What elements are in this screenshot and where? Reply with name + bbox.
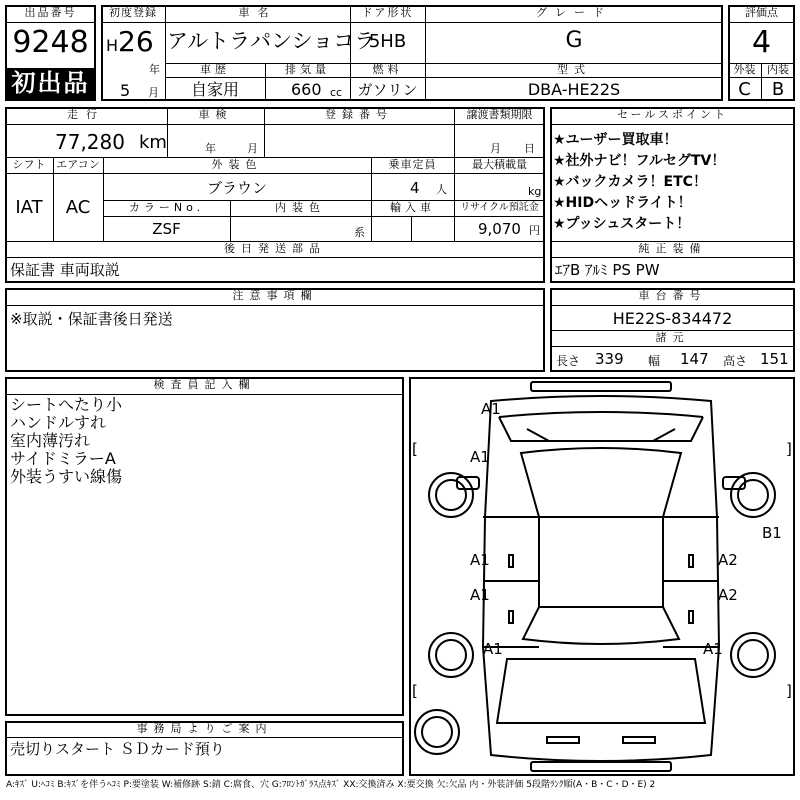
door-value: 5HB (368, 31, 407, 52)
damage-mark: B1 (762, 524, 782, 542)
inspector-label: 検査員記入欄 (153, 378, 256, 391)
model-value: DBA-HE22S (527, 80, 621, 99)
first-reg-month-unit: 月 (148, 86, 159, 99)
max-load-label: 最大積載量 (472, 158, 527, 171)
office-label: 事務局よりご案内 (136, 722, 273, 735)
equipment-label: 純正装備 (638, 242, 707, 255)
transfer-day-unit: 日 (524, 142, 535, 155)
reg-number-label: 登録番号 (325, 108, 393, 121)
capacity-unit: 人 (436, 183, 447, 196)
damage-mark: A1 (470, 448, 490, 466)
first-reg-year: 26 (118, 25, 154, 58)
grade-label: グレード (536, 6, 612, 19)
inspector-note: サイドミラーA (10, 449, 116, 468)
inspector-note: ハンドルすれ (10, 413, 107, 432)
transfer-month-unit: 月 (490, 142, 501, 155)
length-label: 長さ (556, 354, 581, 368)
height-label: 高さ (723, 354, 748, 368)
aircon-value: AC (65, 197, 91, 218)
interior-color-label: 内装色 (275, 201, 326, 214)
sales-points-label: セールスポイント (616, 108, 728, 121)
first-reg-year-unit: 年 (149, 63, 160, 76)
post-parts-label: 後日発送部品 (224, 242, 326, 255)
sales-point: ★社外ナビ！フルセグTV！ (553, 153, 726, 169)
sales-points-list (553, 130, 793, 235)
exterior-color-value: ブラウン (206, 179, 267, 197)
grade-value: G (565, 28, 583, 53)
interior-color-suffix: 系 (354, 226, 365, 239)
inspection-month-unit: 月 (247, 142, 258, 155)
chassis-label: 車台番号 (638, 289, 707, 302)
mileage-label: 走行 (67, 108, 105, 121)
first-reg-label: 初度登録 (109, 6, 157, 19)
lot-number: 9248 (12, 25, 89, 60)
damage-mark: A2 (718, 551, 738, 569)
transfer-label: 譲渡書類期限 (466, 108, 533, 121)
inspector-note: 外装うすい線傷 (10, 467, 123, 486)
post-parts-value: 保証書 車両取説 (10, 261, 120, 279)
damage-mark: A1 (703, 640, 723, 658)
caution-label: 注意事項欄 (232, 289, 318, 302)
exterior-score: C (738, 79, 751, 100)
car-diagram (409, 377, 795, 776)
recycle-unit: 円 (529, 224, 540, 237)
length-value: 339 (595, 350, 624, 368)
score-value: 4 (751, 25, 772, 60)
chassis-value: HE22S-834472 (612, 309, 733, 328)
interior-score: B (771, 79, 785, 100)
damage-mark: A1 (470, 586, 490, 604)
shift-label: シフト (12, 158, 46, 171)
recycle-label: リサイクル預託金 (460, 202, 539, 213)
bracket-left: [ (412, 440, 418, 458)
sales-point: ★バックカメラ！ETC！ (553, 174, 707, 190)
inspector-notes (10, 396, 400, 486)
fuel-value: ガソリン (357, 81, 418, 99)
exterior-color-label: 外装色 (211, 158, 263, 171)
width-label: 幅 (648, 354, 661, 368)
bracket-right: ] (786, 440, 792, 458)
mileage-value: 77,280 (55, 130, 125, 154)
door-label: ドア形状 (361, 6, 414, 19)
interior-score-label: 内装 (767, 63, 789, 76)
history-value: 自家用 (190, 80, 239, 99)
aircon-label: エアコン (56, 158, 100, 171)
bracket-right: ] (786, 682, 792, 700)
color-no-label: カラーNo. (128, 201, 205, 214)
first-reg-month: 5 (120, 81, 131, 100)
mileage-unit: km (139, 132, 167, 153)
score-label: 評価点 (745, 6, 778, 19)
first-reg-era: H (106, 36, 119, 55)
height-value: 151 (760, 350, 789, 368)
fuel-label: 燃料 (372, 63, 403, 76)
damage-mark: A1 (483, 640, 503, 658)
max-load-unit: kg (528, 185, 542, 198)
damage-mark: A1 (470, 551, 490, 569)
color-no-value: ZSF (152, 220, 181, 238)
inspection-label: 車検 (198, 108, 233, 121)
caution-value: ※取説・保証書後日発送 (10, 310, 173, 328)
import-label: 輸入車 (390, 201, 435, 214)
capacity-label: 乗車定員 (388, 158, 437, 171)
equipment-value: ｴｱB ｱﾙﾐ PS PW (555, 261, 660, 279)
width-value: 147 (680, 350, 709, 368)
capacity-value: 4 (410, 179, 420, 197)
damage-mark: A1 (481, 400, 501, 418)
recycle-value: 9,070 (478, 220, 521, 238)
sales-point: ★プッシュスタート！ (553, 216, 691, 232)
displacement-label: 排気量 (285, 63, 330, 76)
shift-value: IAT (15, 197, 43, 218)
displacement-value: 660 (291, 80, 322, 99)
inspector-note: シートへたり小 (10, 395, 123, 414)
sales-point: ★ユーザー買取車！ (553, 132, 678, 148)
car-name-value: アルトラパンショコラ (167, 29, 376, 53)
car-name-label: 車名 (238, 6, 277, 19)
inspector-note: 室内薄汚れ (10, 431, 91, 450)
exterior-score-label: 外装 (733, 63, 756, 76)
model-label: 型式 (557, 63, 591, 76)
damage-mark: A2 (718, 586, 738, 604)
displacement-unit: cc (330, 86, 343, 99)
first-listing-badge-text: 初出品 (11, 69, 90, 97)
bracket-left: [ (412, 682, 418, 700)
history-label: 車歴 (200, 63, 230, 76)
lot-label: 出品番号 (24, 6, 77, 19)
inspection-year-unit: 年 (205, 142, 216, 155)
dims-label: 諸元 (655, 331, 690, 344)
sales-point: ★HIDヘッドライト！ (553, 195, 692, 211)
legend-text: A:ｷｽﾞ U:ﾍｺﾐ B:ｷｽﾞを伴うﾍｺﾐ P:要塗装 W:補修跡 S:錆 C:腐食、穴 G:ﾌﾛﾝﾄｶﾞﾗｽ点ｷｽﾞ XX:交換済み X:要交換 欠:欠品 内・外装評価 5段階ﾗﾝｸ順(A・B・C・D・E) 2 (6, 780, 656, 790)
office-value: 売切りスタート ＳＤカード預り (10, 740, 225, 758)
